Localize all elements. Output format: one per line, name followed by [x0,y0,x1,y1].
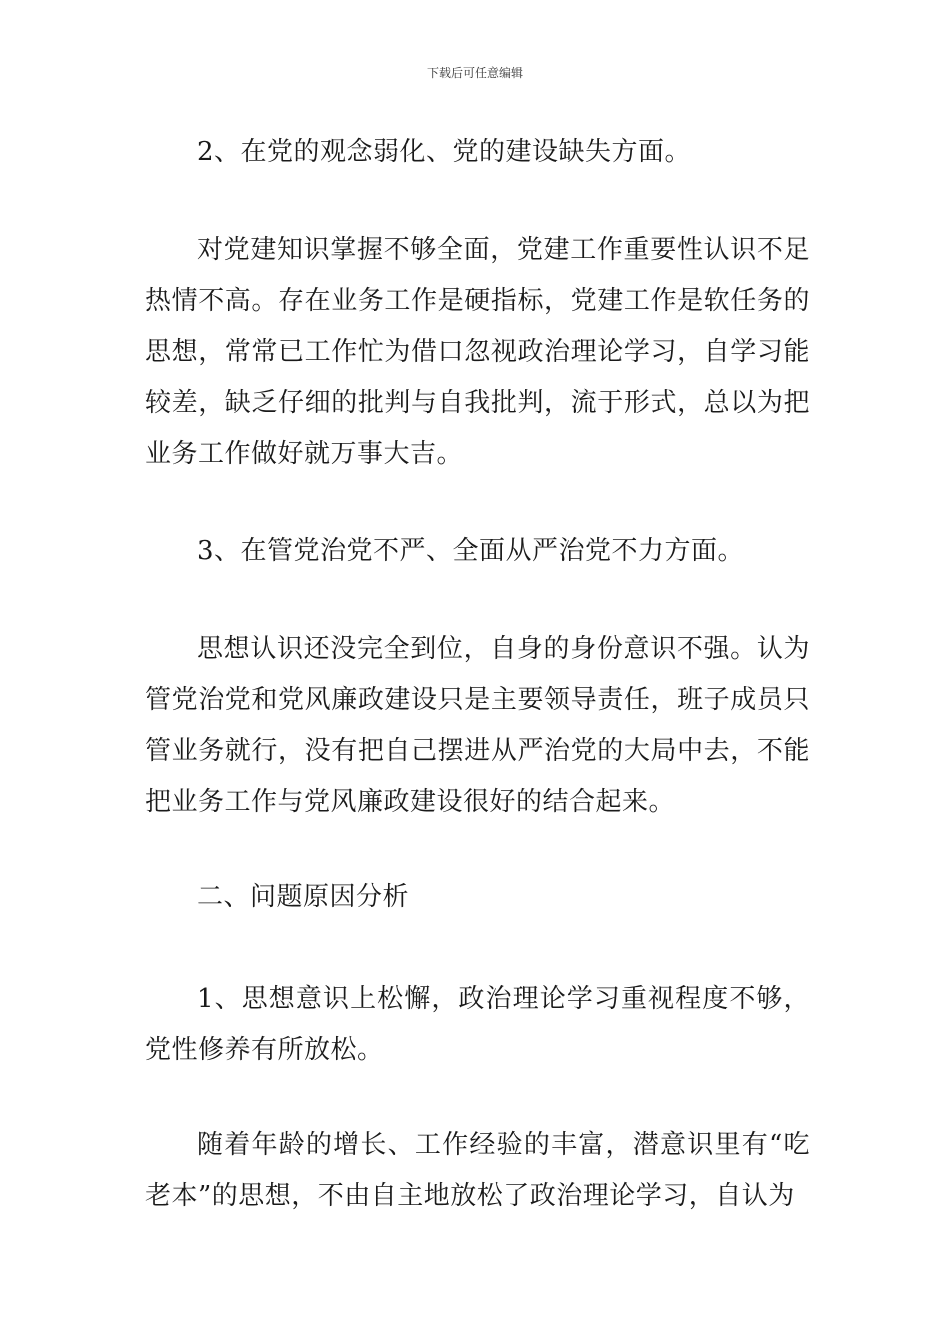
paragraph-body: 对党建知识掌握不够全面，党建工作重要性认识不足热情不高。存在业务工作是硬指标，党建工作是软任务的思想，常常已工作忙为借口忽视政治理论学习，自学习能较差，缺乏仔细的批判与自我批判，流于形式，总以为把业务工作做好就万事大吉。 [145,235,810,469]
paragraph-heading-3: 3、在管党治党不严、全面从严治党不力方面。 [197,536,745,566]
paragraph-body: 随着年龄的增长、工作经验的丰富，潜意识里有“吃老本”的思想，不由自主地放松了政治理论学习，自认为 [145,1130,810,1211]
page-header-note: 下载后可任意编辑 [426,66,523,80]
paragraph-heading-2: 2、在党的观念弱化、党的建设缺失方面。 [197,137,692,167]
section-heading-cause-analysis: 二、问题原因分析 [197,882,410,912]
paragraph-body: 思想认识还没完全到位，自身的身份意识不强。认为管党治党和党风廉政建设只是主要领导责任，班子成员只管业务就行，没有把自己摆进从严治党的大局中去，不能把业务工作与党风廉政建设很好的结合起来。 [145,634,810,817]
paragraph-heading-1: 1、思想意识上松懈，政治理论学习重视程度不够，党性修养有所放松。 [145,984,810,1065]
